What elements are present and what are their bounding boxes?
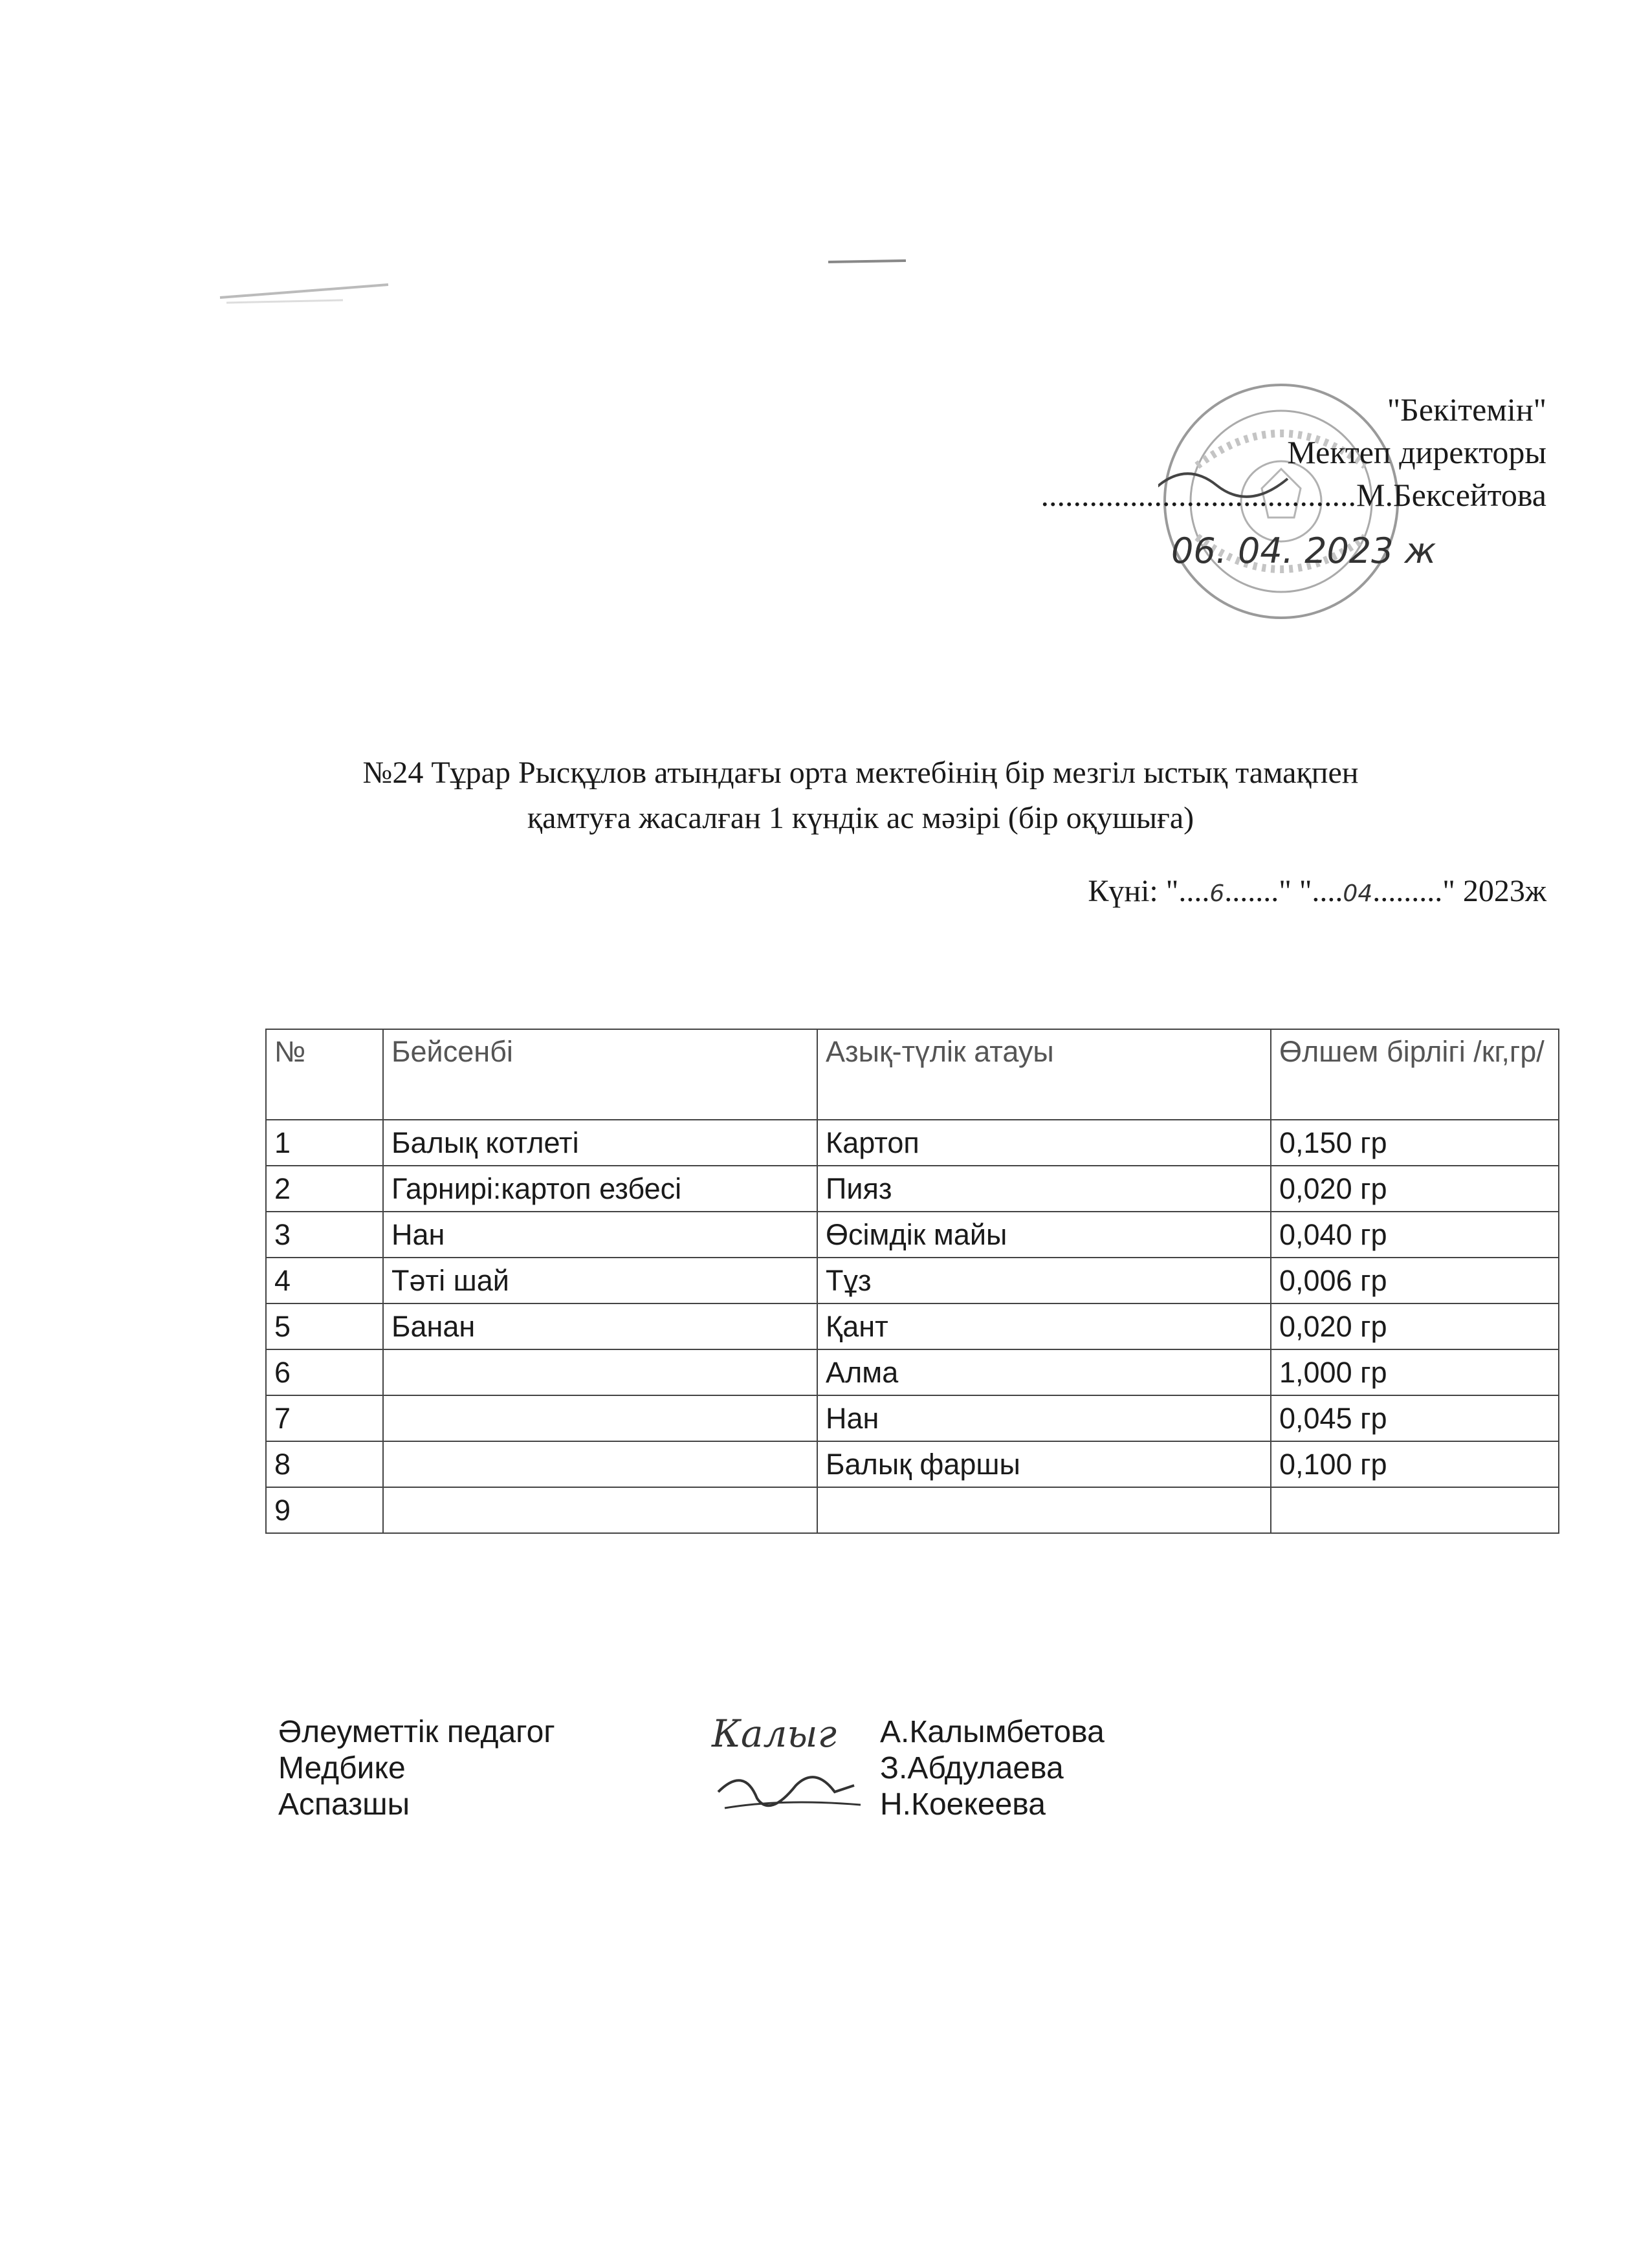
cell-amount: 0,020 гр [1271,1166,1559,1212]
cell-dish: Тәті шай [383,1258,817,1303]
cell-dish [383,1487,817,1533]
document-title [246,750,1475,841]
role-cook: Аспазшы [278,1787,410,1822]
scan-artifact-mark [214,272,395,311]
cell-amount: 0,100 гр [1271,1441,1559,1487]
role-social-pedagogue: Әлеуметтік педагог [278,1715,555,1749]
cell-number: 2 [266,1166,383,1212]
approval-position: Мектеп директоры [1287,434,1546,470]
cell-amount: 0,150 гр [1271,1120,1559,1166]
name-social-pedagogue: А.Калымбетова [880,1715,1105,1749]
cell-product: Нан [817,1395,1271,1441]
cell-product: Тұз [817,1258,1271,1303]
cell-number: 4 [266,1258,383,1303]
cell-dish [383,1395,817,1441]
cell-dish: Гарнирі:картоп езбесі [383,1166,817,1212]
cell-amount [1271,1487,1559,1533]
signature-roles [278,1714,555,1823]
approval-signature-line: .......................................М.Бексейтова [1040,477,1546,513]
header-number: № [266,1029,383,1120]
approval-title: "Бекітемін" [1387,391,1546,428]
name-nurse: З.Абдулаева [880,1751,1064,1785]
table-row [266,1212,1559,1258]
cell-product: Балық фаршы [817,1441,1271,1487]
header-day: Бейсенбі [383,1029,817,1120]
header-product: Азық-түлік атауы [817,1029,1271,1120]
cell-dish: Банан [383,1303,817,1349]
cell-product: Картоп [817,1120,1271,1166]
date-prefix: Күні: " [1088,874,1179,908]
title-line-2: қамтуға жасалған 1 күндік ас мәзірі (бір оқушыға) [527,801,1194,835]
header-unit: Өлшем бірлігі /кг,гр/ [1271,1029,1559,1120]
cell-product: Пияз [817,1166,1271,1212]
table-row [266,1487,1559,1533]
cell-number: 8 [266,1441,383,1487]
name-cook: Н.Коекеева [880,1787,1046,1822]
table-row [266,1349,1559,1395]
cell-number: 1 [266,1120,383,1166]
table-row [266,1258,1559,1303]
signature-2 [718,1777,854,1805]
cell-amount: 1,000 гр [1271,1349,1559,1395]
role-nurse: Медбике [278,1751,406,1785]
date-month: 04 [1343,880,1373,907]
cell-number: 9 [266,1487,383,1533]
cell-number: 7 [266,1395,383,1441]
cell-dish: Балық котлеті [383,1120,817,1166]
table-header-row [266,1029,1559,1120]
stamp-handwritten-date: 06. 04. 2023 ж [1171,530,1436,571]
title-line-1: №24 Тұрар Рысқұлов атындағы орта мектебінің бір мезгіл ыстық тамақпен [362,756,1359,790]
cell-amount: 0,020 гр [1271,1303,1559,1349]
signature-1: Калыг [712,1712,837,1756]
table-row [266,1441,1559,1487]
cell-product [817,1487,1271,1533]
table-row [266,1303,1559,1349]
cell-number: 3 [266,1212,383,1258]
cell-amount: 0,045 гр [1271,1395,1559,1441]
date-day: 6 [1209,880,1225,907]
cell-amount: 0,006 гр [1271,1258,1559,1303]
signature-names [880,1714,1105,1823]
scan-artifact-line [828,256,906,268]
handwritten-signatures [705,1708,874,1837]
cell-number: 5 [266,1303,383,1349]
cell-product: Өсімдік майы [817,1212,1271,1258]
cell-number: 6 [266,1349,383,1395]
table-row [266,1395,1559,1441]
cell-dish [383,1349,817,1395]
cell-product: Алма [817,1349,1271,1395]
cell-product: Қант [817,1303,1271,1349]
date-year: 2023ж [1455,874,1546,908]
table-row [266,1166,1559,1212]
table-row [266,1120,1559,1166]
cell-dish: Нан [383,1212,817,1258]
cell-dish [383,1441,817,1487]
approval-block [1041,388,1547,516]
cell-amount: 0,040 гр [1271,1212,1559,1258]
menu-table [265,1029,1559,1534]
date-line: Күні: "....6......." "....04........." 2023ж [1088,874,1546,908]
